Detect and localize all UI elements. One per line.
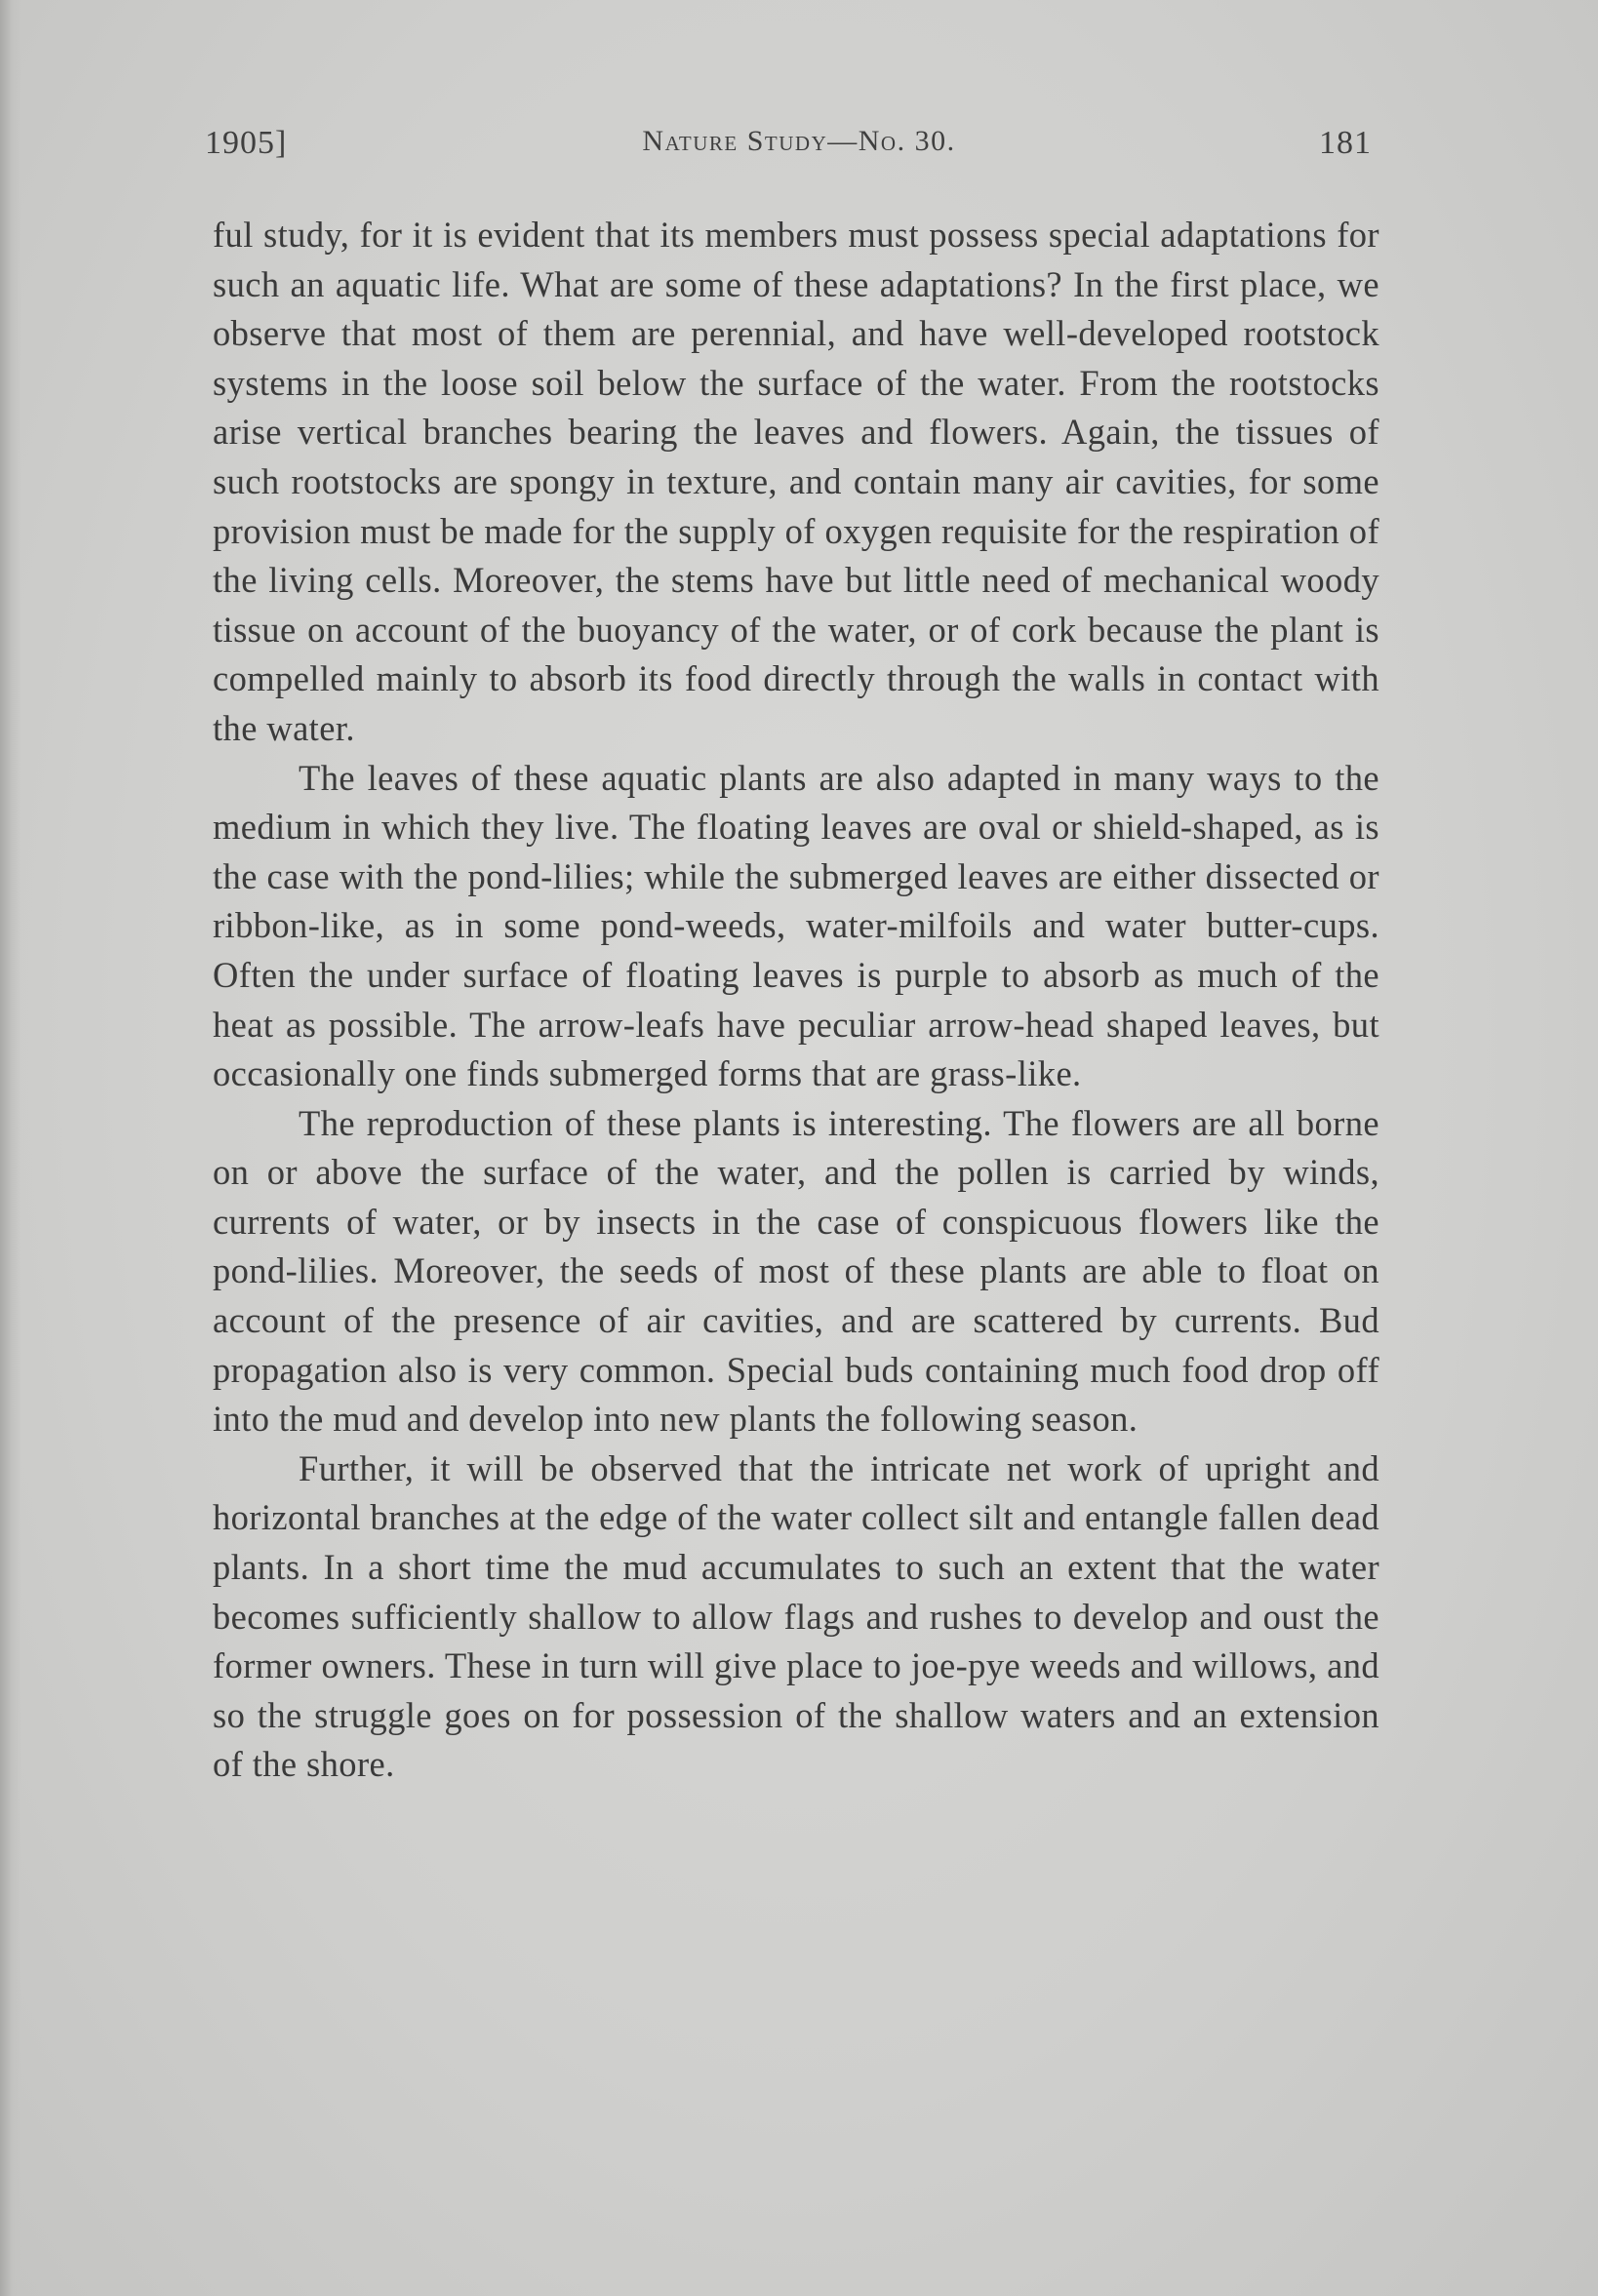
paragraph-3: The reproduction of these plants is interesting. The flowers are all borne on or above the surface of the water, and the pollen is carried by winds, currents of water, or by insects in the case of conspicuous flowers like the pond-lilies. Moreover, the seeds of most of these plants are able to float on account of the presence of air cavities, and are scattered by currents. Bud propagation also is very common. Special buds containing much food drop off into the mud and develop into new plants the following season. (213, 1102, 1379, 1440)
page-edge-shadow (0, 0, 21, 2296)
header-year: 1905] (205, 125, 288, 161)
page-body (213, 211, 1379, 1790)
paragraph-1: ful study, for it is evident that its members must possess special adaptations for such an aquatic life. What are some of these adaptations? In the first place, we observe that most of them are perennial, and have well-developed rootstock systems in the loose soil below the surface of the water. From the rootstocks arise vertical branches bearing the leaves and flowers. Again, the tissues of such rootstocks are spongy in texture, and contain many air cavities, for some provision must be made for the supply of oxygen requisite for the respiration of the living cells. Moreover, the stems have but little need of mechanical woody tissue on account of the buoyancy of the water, or of cork because the plant is compelled mainly to absorb its food directly through the walls in contact with the water. (213, 215, 1379, 748)
running-header (0, 125, 1598, 183)
page-number: 181 (1319, 125, 1372, 161)
paragraph-2: The leaves of these aquatic plants are also adapted in many ways to the medium in which they live. The floating leaves are oval or shield-shaped, as is the case with the pond-lilies; while the submerged leaves are either dissected or ribbon-like, as in some pond-weeds, water-milfoils and water butter-cups. Often the under surface of floating leaves is purple to absorb as much of the heat as possible. The arrow-leafs have peculiar arrow-head shaped leaves, but occasionally one finds submerged forms that are grass-like. (213, 757, 1379, 1094)
header-running-title: Nature Study—No. 30. (642, 125, 956, 157)
paragraph-4: Further, it will be observed that the intricate net work of upright and horizontal branches at the edge of the water collect silt and entangle fallen dead plants. In a short time the mud accumulates to such an extent that the water becomes sufficiently shallow to allow flags and rushes to develop and oust the former owners. These in turn will give place to joe-pye weeds and willows, and so the struggle goes on for possession of the shallow waters and an extension of the shore. (213, 1447, 1379, 1785)
